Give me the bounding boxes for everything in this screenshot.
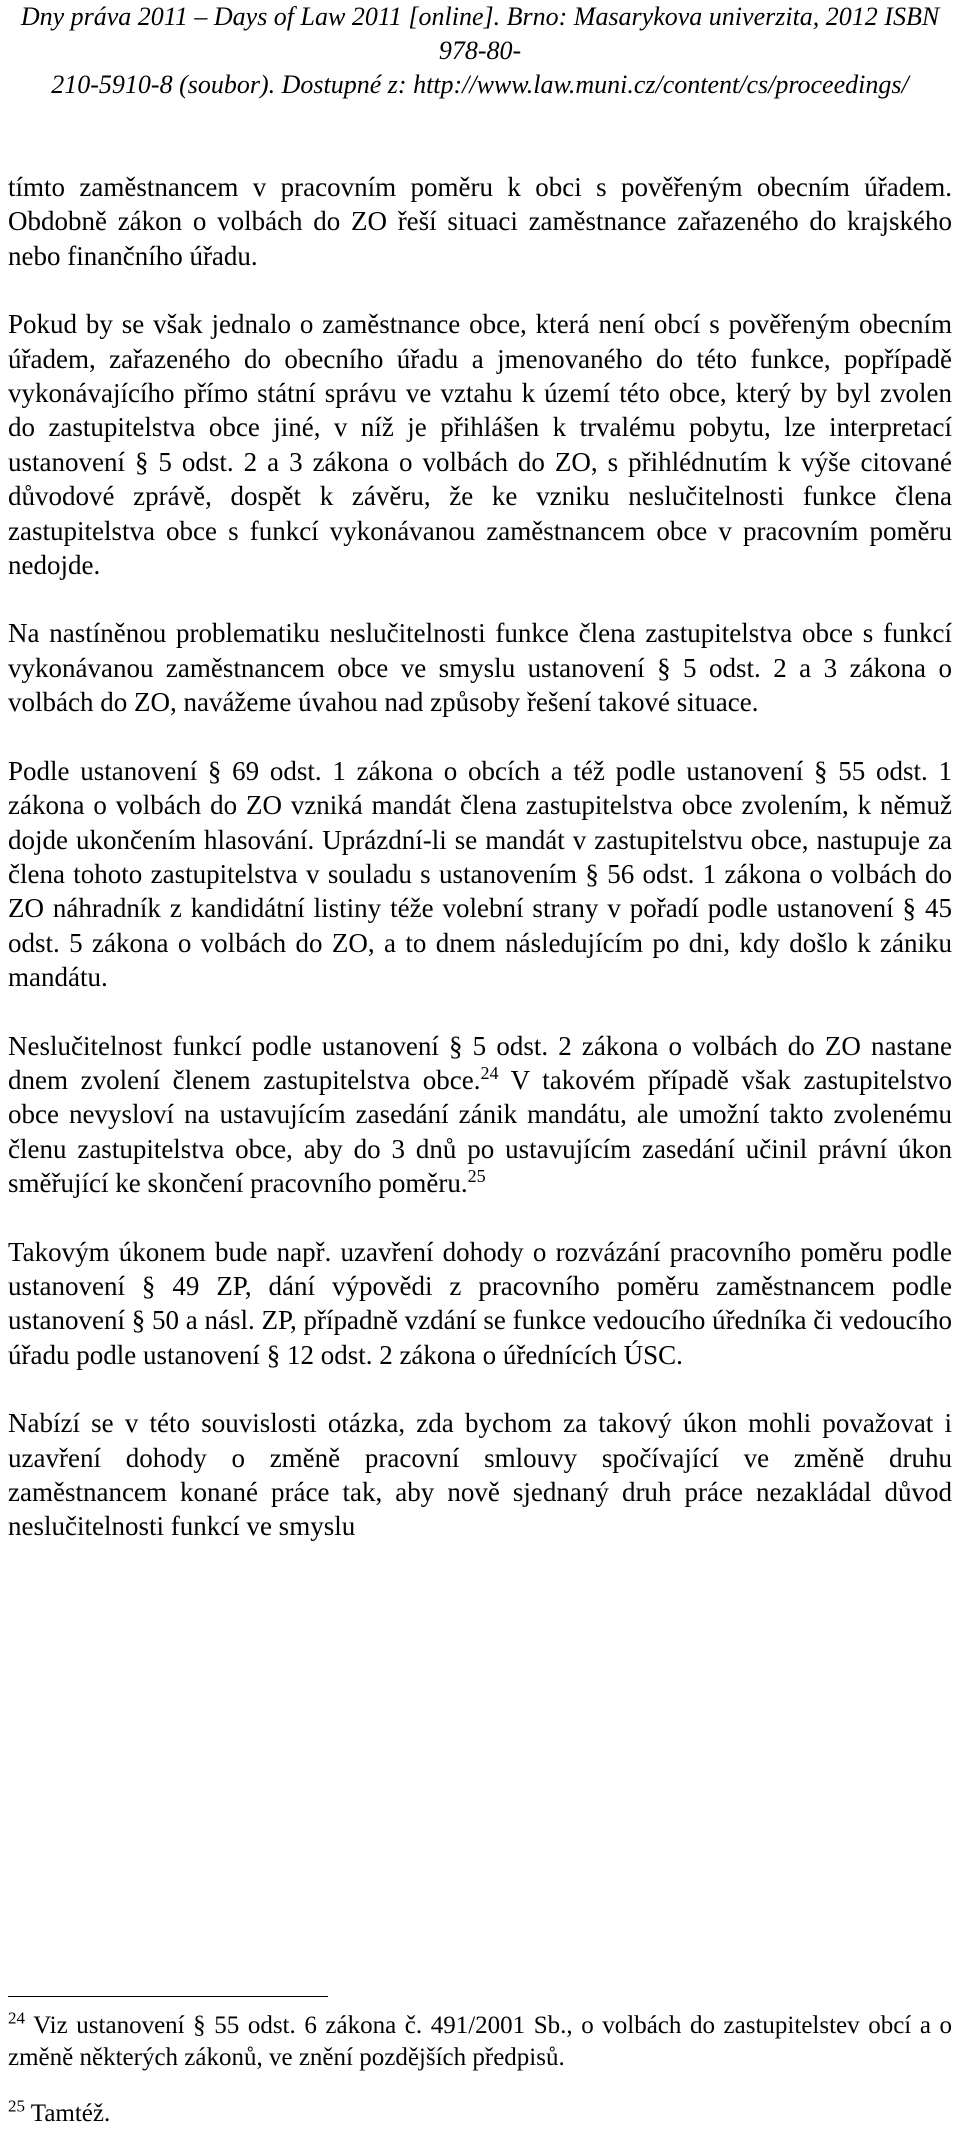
- page-header: [0, 0, 960, 102]
- paragraph-1: tímto zaměstnancem v pracovním poměru k obci s pověřeným obecním úřadem. Obdobně zákon o volbách do ZO řeší situaci zaměstnance zařazeného do krajského nebo finančního úřadu.: [8, 172, 952, 271]
- header-line-2: 210-5910-8 (soubor). Dostupné z: http://www.law.muni.cz/content/cs/proceedings/: [51, 70, 909, 99]
- paragraph-2: Pokud by se však jednalo o zaměstnance obce, která není obcí s pověřeným obecním úřadem, zařazeného do obecního úřadu a jmenovaného do této funkce, popřípadě vykonávajícího přímo státní správu ve vztahu k území této obce, který by byl zvolen do zastupitelstva obce jiné, v níž je přihlášen k trvalému pobytu, lze interpretací ustanovení § 5 odst. 2 a 3 zákona o volbách do ZO, s přihlédnutím k výše citované důvodové zprávě, dospět k závěru, že ke vzniku neslučitelnosti funkce člena zastupitelstva obce s funkcí vykonávanou zaměstnancem obce v pracovním poměru nedojde.: [8, 309, 952, 581]
- paragraph-4: Podle ustanovení § 69 odst. 1 zákona o obcích a též podle ustanovení § 55 odst. 1 zákona o volbách do ZO vzniká mandát člena zastupitelstva obce zvolením, k němuž dojde ukončením hlasování. Uprázdní-li se mandát v zastupitelstvu obce, nastupuje za člena tohoto zastupitelstva v souladu s ustanovením § 56 odst. 1 zákona o volbách do ZO náhradník z kandidátní listiny téže volební strany v pořadí podle ustanovení § 45 odst. 5 zákona o volbách do ZO, a to dnem následujícím po dni, kdy došlo k zániku mandátu.: [8, 755, 952, 993]
- footnotes: [8, 2010, 952, 2154]
- footnote-separator: [8, 1996, 328, 1997]
- paragraph-6: Takovým úkonem bude např. uzavření dohody o rozvázání pracovního poměru podle ustanovení § 49 ZP, dání výpovědi z pracovního poměru zaměstnancem podle ustanovení § 50 a násl. ZP, případně vzdání se funkce vedoucího úředníka či vedoucího úřadu podle ustanovení § 12 odst. 2 zákona o úřednících ÚSC.: [8, 1236, 952, 1370]
- footnote-25: [8, 2098, 952, 2130]
- paragraph-7: Nabízí se v této souvislosti otázka, zda bychom za takový úkon mohli považovat i uzavření dohody o změně pracovní smlouvy spočívající ve změně druhu zaměstnancem konané práce tak, aby nově sjednaný druh práce nezakládal důvod neslučitelnosti funkcí ve smyslu: [8, 1408, 952, 1542]
- footnote-ref-25[interactable]: 25: [467, 1166, 486, 1187]
- header-line-1: Dny práva 2011 – Days of Law 2011 [online]. Brno: Masarykova univerzita, 2012 ISBN 978-80-: [20, 2, 940, 65]
- footnote-24-number: 24: [8, 2008, 25, 2028]
- footnote-24: [8, 2010, 952, 2074]
- footnote-25-text: Tamtéž.: [25, 2100, 111, 2127]
- footnote-24-text: Viz ustanovení § 55 odst. 6 zákona č. 491/2001 Sb., o volbách do zastupitelstev obcí a o změně některých zákonů, ve znění pozdějších předpisů.: [8, 2012, 952, 2071]
- main-text: [8, 170, 952, 1578]
- paragraph-5-part-1: Neslučitelnost funkcí podle ustanovení § 5 odst. 2 zákona o volbách do ZO nastane dnem zvolení členem zastupitelstva obce.: [8, 1030, 952, 1095]
- paragraph-5: [8, 1029, 952, 1201]
- footnote-25-number: 25: [8, 2096, 25, 2116]
- paragraph-3: Na nastíněnou problematiku neslučitelnosti funkce člena zastupitelstva obce s funkcí vykonávanou zaměstnancem obce ve smyslu ustanovení § 5 odst. 2 a 3 zákona o volbách do ZO, navážeme úvahou nad způsoby řešení takové situace.: [8, 618, 952, 718]
- paragraph-5-part-2: V takovém případě však zastupitelstvo obce nevysloví na ustavujícím zasedání zánik mandátu, ale umožní takto zvolenému členu zastupitelstva obce, aby do 3 dnů po ustavujícím zasedání učinil právní úkon směřující ke skončení pracovního poměru.: [8, 1064, 952, 1199]
- footnote-ref-24[interactable]: 24: [480, 1062, 499, 1083]
